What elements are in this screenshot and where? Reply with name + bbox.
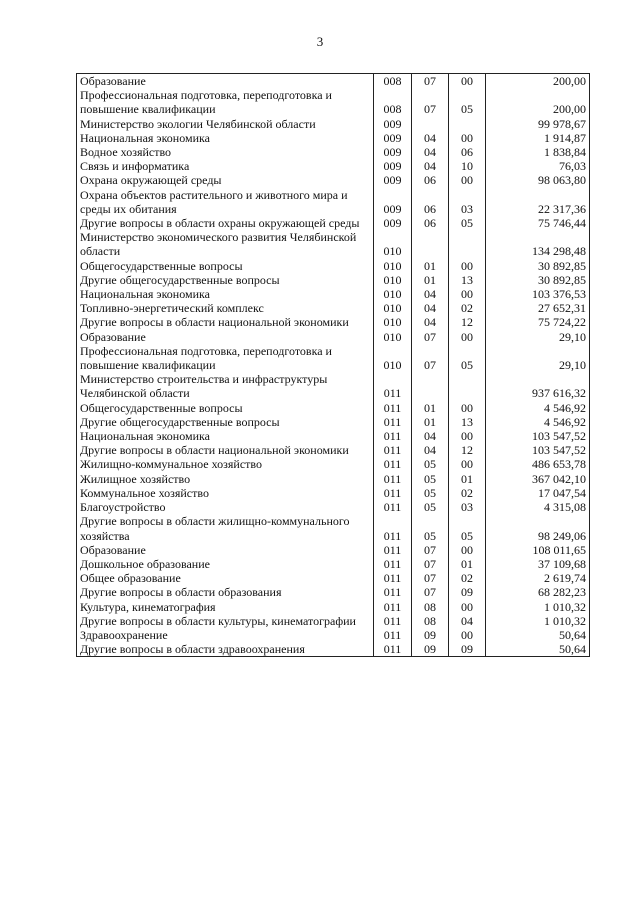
row-section: 01 [412,401,449,415]
row-section: 05 [412,472,449,486]
table-row [77,500,590,514]
row-section: 04 [412,145,449,159]
row-name: Культура, кинематография [77,600,374,614]
row-admin-code: 011 [374,514,412,542]
row-section: 07 [412,571,449,585]
row-name: Другие вопросы в области здравоохранения [77,642,374,657]
row-section [412,117,449,131]
table-row [77,145,590,159]
row-admin-code: 010 [374,315,412,329]
row-name: Министерство строительства и инфраструктуры Челябинской области [77,372,374,400]
row-amount: 200,00 [486,74,590,89]
row-admin-code: 011 [374,585,412,599]
row-subsection [449,230,486,258]
row-subsection: 13 [449,273,486,287]
row-section [412,372,449,400]
row-name: Другие вопросы в области культуры, кинематографии [77,614,374,628]
row-section: 05 [412,486,449,500]
row-section: 04 [412,429,449,443]
row-name: Другие вопросы в области образования [77,585,374,599]
row-admin-code: 011 [374,401,412,415]
row-subsection: 00 [449,173,486,187]
row-admin-code: 011 [374,429,412,443]
row-name: Профессиональная подготовка, переподготовка и повышение квалификации [77,88,374,116]
row-amount: 4 315,08 [486,500,590,514]
row-amount: 50,64 [486,642,590,657]
row-admin-code: 011 [374,457,412,471]
row-section: 07 [412,74,449,89]
row-section: 07 [412,330,449,344]
row-admin-code: 010 [374,301,412,315]
table-row [77,486,590,500]
row-admin-code: 008 [374,74,412,89]
table-row [77,614,590,628]
row-section: 01 [412,259,449,273]
row-section: 06 [412,188,449,216]
row-subsection: 06 [449,145,486,159]
table-row [77,173,590,187]
table-row [77,230,590,258]
row-section: 04 [412,159,449,173]
table-row [77,543,590,557]
row-amount: 30 892,85 [486,259,590,273]
row-subsection: 00 [449,131,486,145]
row-amount: 29,10 [486,330,590,344]
row-admin-code: 011 [374,543,412,557]
row-subsection: 10 [449,159,486,173]
table-row [77,401,590,415]
row-subsection: 03 [449,188,486,216]
row-subsection: 00 [449,330,486,344]
row-name: Образование [77,330,374,344]
row-amount: 103 547,52 [486,429,590,443]
row-admin-code: 011 [374,486,412,500]
table-row [77,216,590,230]
row-admin-code: 011 [374,472,412,486]
table-row [77,372,590,400]
row-name: Другие вопросы в области жилищно-коммунального хозяйства [77,514,374,542]
row-section: 08 [412,614,449,628]
row-section: 01 [412,415,449,429]
row-name: Жилищно-коммунальное хозяйство [77,457,374,471]
table-row [77,259,590,273]
row-subsection: 05 [449,344,486,372]
row-admin-code: 011 [374,415,412,429]
row-admin-code: 011 [374,614,412,628]
table-row [77,74,590,89]
row-subsection: 00 [449,600,486,614]
row-section: 07 [412,543,449,557]
row-amount: 200,00 [486,88,590,116]
row-subsection: 03 [449,500,486,514]
row-section: 09 [412,628,449,642]
row-subsection: 00 [449,401,486,415]
row-admin-code: 011 [374,642,412,657]
row-admin-code: 011 [374,443,412,457]
row-section [412,230,449,258]
row-amount: 98 063,80 [486,173,590,187]
table-row [77,273,590,287]
row-subsection: 12 [449,315,486,329]
row-subsection: 09 [449,642,486,657]
row-subsection: 04 [449,614,486,628]
row-name: Министерство экологии Челябинской области [77,117,374,131]
row-section: 01 [412,273,449,287]
row-amount: 76,03 [486,159,590,173]
row-name: Другие общегосударственные вопросы [77,415,374,429]
row-amount: 1 914,87 [486,131,590,145]
row-amount: 103 376,53 [486,287,590,301]
row-admin-code: 011 [374,372,412,400]
row-subsection: 12 [449,443,486,457]
row-amount: 367 042,10 [486,472,590,486]
row-section: 04 [412,443,449,457]
table-row [77,131,590,145]
table-row [77,628,590,642]
row-admin-code: 010 [374,230,412,258]
row-name: Здравоохранение [77,628,374,642]
row-section: 09 [412,642,449,657]
table-row [77,117,590,131]
row-amount: 103 547,52 [486,443,590,457]
table-row [77,330,590,344]
row-section: 07 [412,585,449,599]
row-subsection [449,117,486,131]
row-subsection: 00 [449,628,486,642]
row-name: Жилищное хозяйство [77,472,374,486]
row-admin-code: 011 [374,557,412,571]
row-admin-code: 010 [374,344,412,372]
row-name: Охрана объектов растительного и животного мира и среды их обитания [77,188,374,216]
row-amount: 37 109,68 [486,557,590,571]
row-amount: 29,10 [486,344,590,372]
row-name: Профессиональная подготовка, переподготовка и повышение квалификации [77,344,374,372]
row-amount: 4 546,92 [486,401,590,415]
row-admin-code: 008 [374,88,412,116]
row-amount: 68 282,23 [486,585,590,599]
row-name: Другие общегосударственные вопросы [77,273,374,287]
table-row [77,443,590,457]
row-name: Топливно-энергетический комплекс [77,301,374,315]
row-section: 07 [412,344,449,372]
row-subsection: 02 [449,486,486,500]
row-admin-code: 009 [374,173,412,187]
row-section: 07 [412,88,449,116]
row-amount: 1 010,32 [486,600,590,614]
row-name: Дошкольное образование [77,557,374,571]
table-row [77,88,590,116]
table-row [77,315,590,329]
table-row [77,188,590,216]
row-admin-code: 010 [374,287,412,301]
table-row [77,415,590,429]
row-name: Министерство экономического развития Челябинской области [77,230,374,258]
row-name: Национальная экономика [77,429,374,443]
row-section: 07 [412,557,449,571]
row-subsection: 05 [449,88,486,116]
row-name: Национальная экономика [77,287,374,301]
row-subsection: 00 [449,287,486,301]
row-subsection: 05 [449,216,486,230]
row-name: Общее образование [77,571,374,585]
row-subsection: 09 [449,585,486,599]
row-name: Национальная экономика [77,131,374,145]
row-subsection: 01 [449,557,486,571]
row-amount: 108 011,65 [486,543,590,557]
table-row [77,429,590,443]
row-amount: 1 010,32 [486,614,590,628]
row-amount: 30 892,85 [486,273,590,287]
row-amount: 98 249,06 [486,514,590,542]
table-row [77,585,590,599]
row-admin-code: 011 [374,600,412,614]
row-admin-code: 009 [374,159,412,173]
row-amount: 75 724,22 [486,315,590,329]
row-section: 06 [412,216,449,230]
row-amount: 134 298,48 [486,230,590,258]
budget-table [76,73,590,657]
row-name: Водное хозяйство [77,145,374,159]
row-amount: 937 616,32 [486,372,590,400]
row-name: Другие вопросы в области охраны окружающей среды [77,216,374,230]
row-section: 08 [412,600,449,614]
table-row [77,301,590,315]
row-name: Другие вопросы в области национальной экономики [77,315,374,329]
row-name: Образование [77,74,374,89]
row-section: 04 [412,301,449,315]
row-subsection: 00 [449,543,486,557]
row-admin-code: 009 [374,188,412,216]
row-admin-code: 010 [374,259,412,273]
row-admin-code: 009 [374,117,412,131]
table-row [77,642,590,657]
table-row [77,457,590,471]
row-section: 04 [412,287,449,301]
row-section: 06 [412,173,449,187]
row-name: Коммунальное хозяйство [77,486,374,500]
row-subsection: 13 [449,415,486,429]
row-section: 05 [412,457,449,471]
row-name: Общегосударственные вопросы [77,259,374,273]
row-subsection: 00 [449,457,486,471]
row-amount: 50,64 [486,628,590,642]
row-name: Общегосударственные вопросы [77,401,374,415]
table-row [77,159,590,173]
table-row [77,600,590,614]
row-admin-code: 011 [374,628,412,642]
row-admin-code: 011 [374,571,412,585]
row-section: 05 [412,514,449,542]
row-amount: 17 047,54 [486,486,590,500]
row-admin-code: 009 [374,145,412,159]
row-amount: 486 653,78 [486,457,590,471]
row-name: Образование [77,543,374,557]
row-subsection [449,372,486,400]
row-admin-code: 010 [374,330,412,344]
row-name: Охрана окружающей среды [77,173,374,187]
row-section: 04 [412,315,449,329]
row-subsection: 00 [449,74,486,89]
row-name: Связь и информатика [77,159,374,173]
row-admin-code: 010 [374,273,412,287]
row-subsection: 02 [449,301,486,315]
row-amount: 4 546,92 [486,415,590,429]
budget-table-body [77,74,590,657]
row-section: 04 [412,131,449,145]
row-name: Другие вопросы в области национальной экономики [77,443,374,457]
row-amount: 1 838,84 [486,145,590,159]
table-row [77,514,590,542]
row-subsection: 00 [449,429,486,443]
row-admin-code: 011 [374,500,412,514]
table-row [77,557,590,571]
table-row [77,287,590,301]
row-amount: 22 317,36 [486,188,590,216]
page-number: 3 [316,34,324,49]
row-section: 05 [412,500,449,514]
row-subsection: 02 [449,571,486,585]
row-amount: 99 978,67 [486,117,590,131]
row-name: Благоустройство [77,500,374,514]
row-subsection: 01 [449,472,486,486]
table-row [77,571,590,585]
row-amount: 75 746,44 [486,216,590,230]
row-amount: 2 619,74 [486,571,590,585]
row-admin-code: 009 [374,131,412,145]
table-row [77,344,590,372]
table-row [77,472,590,486]
row-admin-code: 009 [374,216,412,230]
row-amount: 27 652,31 [486,301,590,315]
row-subsection: 00 [449,259,486,273]
row-subsection: 05 [449,514,486,542]
